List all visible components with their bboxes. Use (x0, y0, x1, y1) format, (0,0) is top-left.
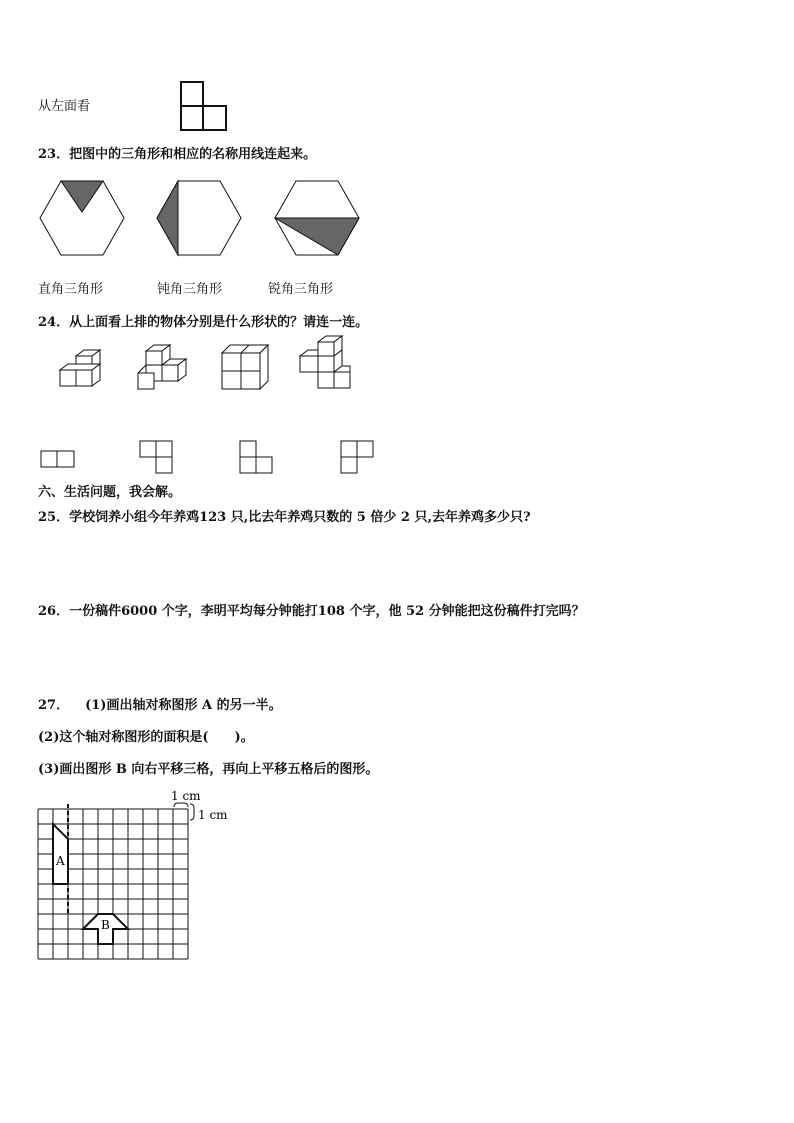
question-number: 23． (38, 147, 70, 162)
top-view-shape-1 (40, 450, 76, 470)
cube-object-1 (56, 350, 104, 392)
hexagon-obtuse-triangle (155, 180, 245, 256)
question-27-part-3: (3)画出图形 B 向右平移三格，再向上平移五格后的图形。 (38, 762, 379, 777)
left-view-label: 从左面看 (38, 99, 91, 114)
label-obtuse-triangle: 钝角三角形 (157, 282, 223, 297)
question-24 (38, 315, 368, 331)
hexagon-acute-triangle (273, 180, 363, 256)
question-26 (38, 604, 585, 620)
question-number: 27． (38, 698, 70, 713)
hexagon-right-triangle (38, 180, 128, 256)
cube-object-3 (220, 343, 270, 391)
question-number: 25． (38, 510, 70, 525)
question-23 (38, 147, 316, 163)
question-text: 一份稿件6000 个字，李明平均每分钟能打108 个字，他 52 分钟能把这份稿件打完吗？ (69, 604, 585, 619)
label-right-triangle: 直角三角形 (38, 282, 104, 297)
cube-object-4 (298, 336, 354, 392)
label-acute-triangle: 锐角三角形 (268, 282, 334, 297)
scale-vertical-label: 1 cm (198, 808, 228, 822)
cube-object-2 (134, 343, 190, 391)
question-text: 从上面看上排的物体分别是什么形状的？请连一连。 (69, 315, 369, 330)
grid-figure (0, 780, 260, 980)
scale-horizontal-brace (174, 803, 188, 807)
section-six-title: 六、生活问题，我会解。 (38, 485, 182, 500)
question-number: 26． (38, 604, 70, 619)
left-view-figure (180, 80, 230, 134)
shape-a-label: A (56, 854, 65, 868)
top-view-shape-2 (139, 440, 175, 476)
top-view-shape-4 (340, 440, 376, 476)
question-text: 把图中的三角形和相应的名称用线连起来。 (69, 147, 317, 162)
scale-vertical-brace (190, 804, 194, 820)
question-27-part-1 (38, 698, 282, 714)
scale-horizontal-label: 1 cm (171, 789, 201, 803)
question-25 (38, 510, 531, 526)
question-number: 24． (38, 315, 70, 330)
question-27-part-2: (2)这个轴对称图形的面积是( )。 (38, 730, 254, 745)
shape-b-label: B (101, 918, 110, 932)
question-text: (1)画出轴对称图形 A 的另一半。 (85, 698, 282, 713)
question-text: 学校饲养小组今年养鸡123 只,比去年养鸡只数的 5 倍少 2 只,去年养鸡多少只? (69, 510, 531, 525)
top-view-shape-3 (239, 440, 275, 476)
